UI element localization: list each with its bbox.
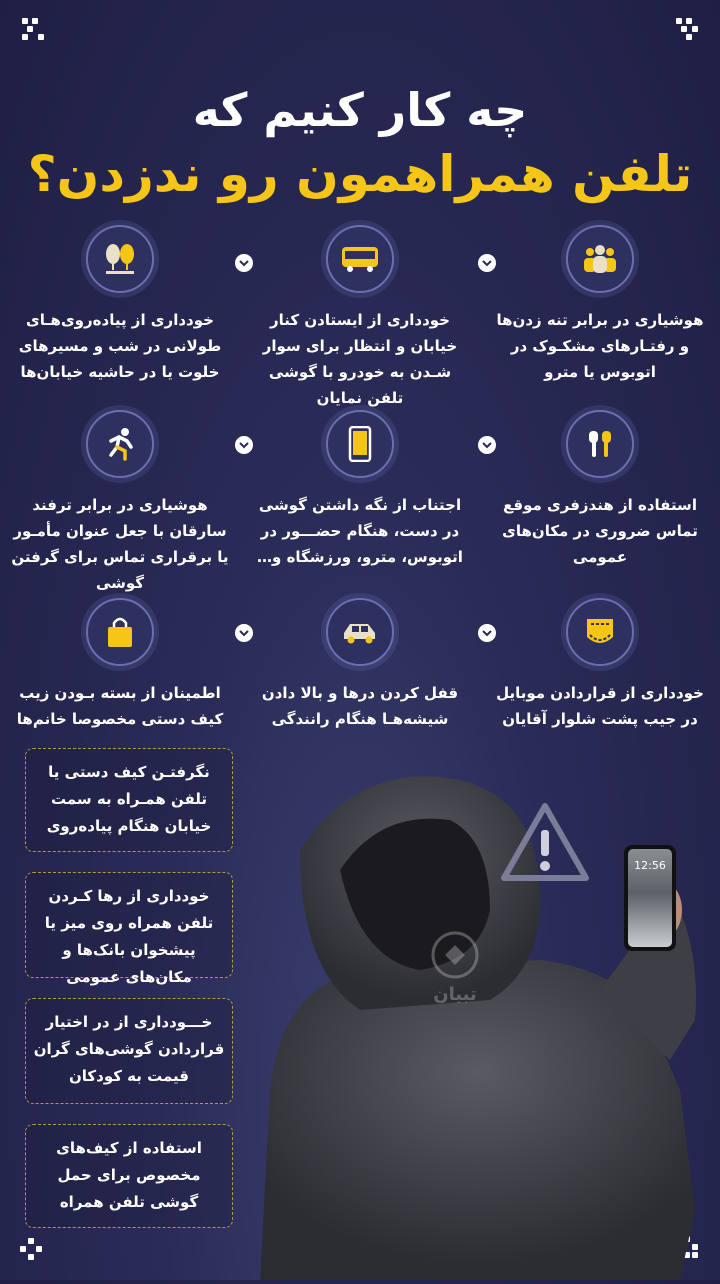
tip-text: هوشیاری در برابر ترفند سارقان با جعل عنوان مأمـور یا برقراری تماس برای گرفتن گوشی <box>11 496 229 592</box>
tip-text: قفل کردن درها و بالا دادن شیشه‌هـا هنگام رانندگی <box>261 684 459 728</box>
corner-decoration-bottom-left <box>20 1238 46 1264</box>
title-line-1: چه کار کنیم که <box>192 83 528 137</box>
trees-icon <box>86 225 154 293</box>
separator-dot <box>478 624 496 642</box>
tip-item <box>490 225 710 385</box>
tip-box: خودداری از رها کـردن تلفن همراه روی میز یا پیشخوان بانک‌ها و مکان‌های عمومی <box>25 872 233 978</box>
tip-item <box>10 410 230 596</box>
smartphone-screen <box>628 849 672 947</box>
tip-text: اطمینان از بسته بـودن زیب کیف دستی مخصوصا خانم‌ها <box>16 684 224 728</box>
watermark-logo <box>420 930 490 1005</box>
tip-text: اجتناب از نگه داشتن گوشی در دست، هنگام حضـــور در اتوبوس، مترو، ورزشگاه و… <box>257 496 463 566</box>
pocket-icon <box>566 598 634 666</box>
separator-dot <box>235 624 253 642</box>
earbuds-icon <box>566 410 634 478</box>
title-line-2: تلفن همراهمون رو ندزدن؟ <box>27 145 693 203</box>
car-icon <box>326 598 394 666</box>
tip-item <box>250 225 470 411</box>
tip-box: خـــودداری از در اختیار قراردادن گوشی‌های گران قیمت به کودکان <box>25 998 233 1104</box>
watermark-icon <box>430 930 480 980</box>
tip-text: خودداری از ایستادن کنار خیابان و انتظار برای سوار شـدن به خودرو با گوشی تلفن نمایان <box>262 311 458 407</box>
corner-decoration-top-left <box>22 18 48 44</box>
hooded-thief-illustration <box>240 760 720 1280</box>
smartphone-illustration <box>624 845 676 951</box>
tip-text: خودداری از پیاده‌روی‌هـای طولانی در شب و مسیرهای خلوت یا در حاشیه خیابان‌ها <box>18 311 222 381</box>
tip-item <box>490 410 710 570</box>
separator-dot <box>478 254 496 272</box>
tip-text: خودداری از قراردادن موبایل در جیب پشت شلوار آقایان <box>496 684 704 728</box>
tip-text: هوشیاری در برابر تنه زدن‌ها و رفتـارهای مشکـوک در اتوبوس یا مترو <box>496 311 704 381</box>
bus-icon <box>326 225 394 293</box>
corner-decoration-top-right <box>676 18 702 44</box>
tip-item <box>490 598 710 732</box>
runner-icon <box>86 410 154 478</box>
page-title <box>0 80 720 206</box>
separator-dot <box>478 436 496 454</box>
people-icon <box>566 225 634 293</box>
phone-clock: 12:56 <box>634 859 666 872</box>
tip-item <box>10 598 230 732</box>
separator-dot <box>235 254 253 272</box>
tip-box: نگرفتـن کیف دستی یا تلفن همـراه به سمت خیابان هنگام پیاده‌روی <box>25 748 233 852</box>
separator-dot <box>235 436 253 454</box>
watermark-text: تبیان <box>433 984 477 1005</box>
tip-item <box>10 225 230 385</box>
handbag-icon <box>86 598 154 666</box>
tip-item <box>250 598 470 732</box>
phone-icon <box>326 410 394 478</box>
warning-icon <box>498 800 592 888</box>
tip-item <box>250 410 470 570</box>
tip-text: استفاده از هندزفری موقع تماس ضروری در مکان‌های عمومی <box>502 496 698 566</box>
tip-box: استفاده از کیف‌های مخصوص برای حمل گوشی تلفن همراه <box>25 1124 233 1228</box>
